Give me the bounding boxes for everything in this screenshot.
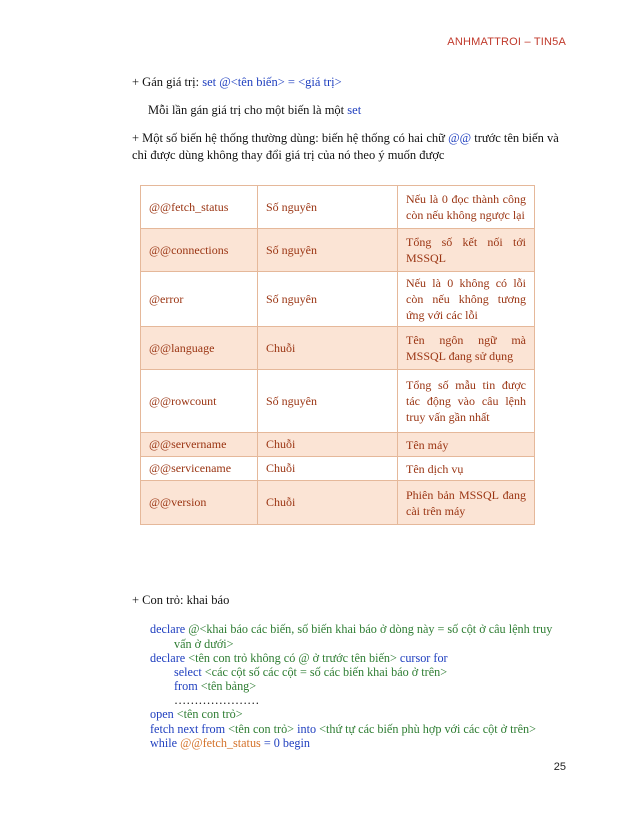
system-variables-table bbox=[140, 185, 535, 525]
table-cell-name: @@servername bbox=[141, 433, 258, 457]
table-cell-type: Chuỗi bbox=[258, 457, 398, 481]
system-vars-text-a: + Một số biến hệ thống thường dùng: biến hệ thống có hai chữ bbox=[132, 131, 449, 145]
table-cell-name: @@connections bbox=[141, 229, 258, 272]
select-keyword: select bbox=[174, 665, 202, 679]
from-keyword: from bbox=[174, 679, 198, 693]
page-number: 25 bbox=[553, 761, 566, 773]
table-cell-name: @error bbox=[141, 272, 258, 327]
code-line-declare-vars bbox=[150, 622, 552, 637]
code-line-open bbox=[150, 707, 243, 722]
assign-note bbox=[148, 103, 361, 118]
code-line-fetch bbox=[150, 722, 536, 737]
table-cell-desc: Tên dịch vụ bbox=[398, 457, 535, 481]
cursor-name-text: <tên con trỏ không có @ ở trước tên biến> bbox=[185, 651, 400, 665]
system-vars-intro bbox=[132, 131, 559, 146]
table-cell-name: @@language bbox=[141, 327, 258, 370]
while-keyword: while bbox=[150, 736, 178, 750]
open-keyword: open bbox=[150, 707, 174, 721]
table-cell-desc: Tên ngôn ngữ mà MSSQL đang sử dụng bbox=[398, 327, 535, 370]
table-cell-desc: Phiên bản MSSQL đang cài trên máy bbox=[398, 481, 535, 525]
set-keyword-note: set bbox=[347, 103, 362, 117]
code-line-declare-vars-cont bbox=[174, 637, 234, 652]
into-keyword: into bbox=[297, 722, 317, 736]
table-cell-type: Số nguyên bbox=[258, 370, 398, 433]
double-at-symbol: @@ bbox=[448, 131, 472, 145]
code-line-dots: ………………… bbox=[174, 693, 260, 707]
cursor-heading: + Con trỏ: khai báo bbox=[132, 593, 230, 607]
fetch-status-var: @@fetch_status bbox=[177, 736, 261, 750]
cursor-for-keyword: cursor for bbox=[399, 651, 448, 665]
fetch-vars-text: <thứ tự các biến phù hợp với các cột ở trên> bbox=[316, 722, 536, 736]
table-cell-desc: Nếu là 0 không có lỗi còn nếu không tương ứng với các lỗi bbox=[398, 272, 535, 327]
table-cell-name: @@version bbox=[141, 481, 258, 525]
table-cell-type: Chuỗi bbox=[258, 433, 398, 457]
table-cell-type: Số nguyên bbox=[258, 186, 398, 229]
table-name-text: <tên bảng> bbox=[197, 679, 257, 693]
begin-keyword: begin bbox=[282, 736, 310, 750]
assign-line bbox=[132, 75, 342, 90]
code-line-while bbox=[150, 736, 310, 751]
set-keyword: set bbox=[202, 75, 217, 89]
table-cell-desc: Tổng số kết nối tới MSSQL bbox=[398, 229, 535, 272]
table-row bbox=[141, 481, 535, 525]
system-vars-intro-cont: chỉ được dùng không thay đổi giá trị của nó theo ý muốn được bbox=[132, 148, 445, 162]
assign-syntax: @<tên biến> = <giá trị> bbox=[216, 75, 342, 89]
table-row bbox=[141, 186, 535, 229]
table-cell-type: Số nguyên bbox=[258, 272, 398, 327]
assign-bullet: + Gán giá trị: bbox=[132, 75, 203, 89]
open-cursor-text: <tên con trỏ> bbox=[173, 707, 243, 721]
table-row bbox=[141, 272, 535, 327]
declare-vars-cont-text: vấn ở dưới> bbox=[174, 637, 234, 651]
table-row bbox=[141, 327, 535, 370]
table-row bbox=[141, 229, 535, 272]
table-cell-desc: Tổng số mẫu tin được tác động vào câu lệnh truy vấn gần nhất bbox=[398, 370, 535, 433]
declare-keyword-2: declare bbox=[150, 651, 186, 665]
code-line-select bbox=[174, 665, 447, 680]
declare-vars-text: @<khai báo các biến, số biến khai báo ở dòng này = số cột ở câu lệnh truy bbox=[185, 622, 553, 636]
table-cell-type: Chuỗi bbox=[258, 481, 398, 525]
declare-keyword: declare bbox=[150, 622, 186, 636]
fetch-cursor-text: <tên con trỏ> bbox=[225, 722, 298, 736]
code-line-declare-cursor bbox=[150, 651, 448, 666]
table-cell-desc: Tên máy bbox=[398, 433, 535, 457]
table-body bbox=[141, 186, 535, 525]
table-cell-type: Chuỗi bbox=[258, 327, 398, 370]
table-row bbox=[141, 433, 535, 457]
table-cell-type: Số nguyên bbox=[258, 229, 398, 272]
while-condition: = 0 bbox=[260, 736, 283, 750]
code-line-from bbox=[174, 679, 256, 694]
table-cell-desc: Nếu là 0 đọc thành công còn nếu không ngược lại bbox=[398, 186, 535, 229]
page-header: ANHMATTROI – TIN5A bbox=[447, 36, 566, 48]
table-cell-name: @@rowcount bbox=[141, 370, 258, 433]
system-vars-text-b: trước tên biến và bbox=[471, 131, 559, 145]
select-columns-text: <các cột số các cột = số các biến khai báo ở trên> bbox=[201, 665, 448, 679]
fetch-keyword: fetch next from bbox=[150, 722, 226, 736]
table-row bbox=[141, 370, 535, 433]
assign-note-text: Mỗi lần gán giá trị cho một biến là một bbox=[148, 103, 348, 117]
table-cell-name: @@servicename bbox=[141, 457, 258, 481]
table-row bbox=[141, 457, 535, 481]
table-cell-name: @@fetch_status bbox=[141, 186, 258, 229]
